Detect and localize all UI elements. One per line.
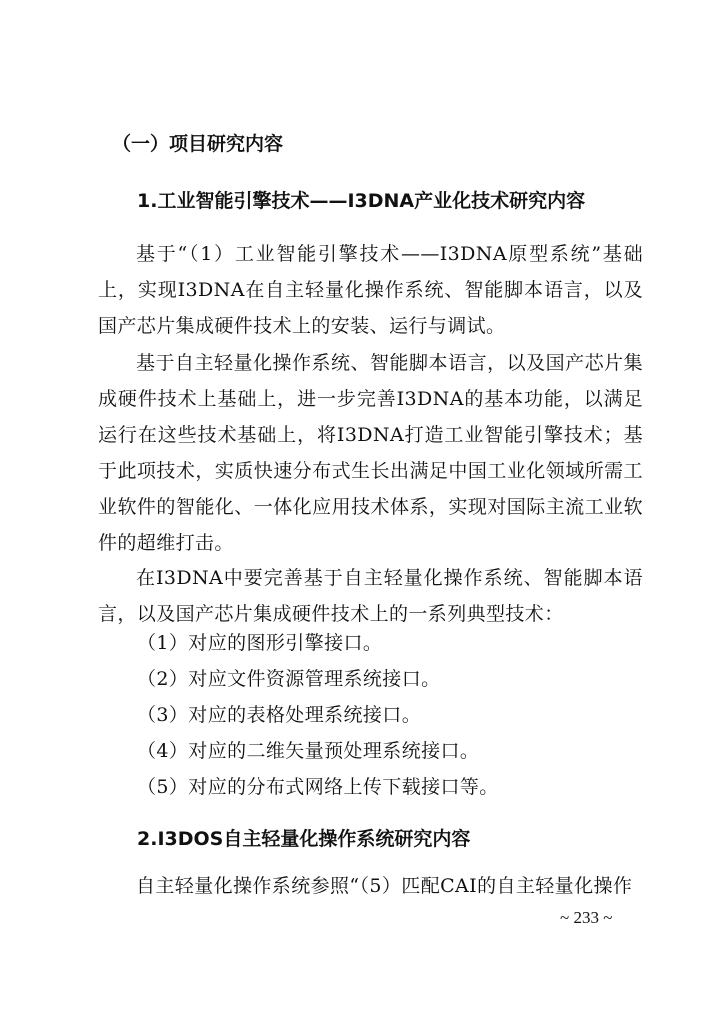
subsection-2-heading: 2.I3DOS自主轻量化操作系统研究内容 xyxy=(137,828,471,850)
paragraph-4: 自主轻量化操作系统参照“（5）匹配CAI的自主轻量化操作 xyxy=(136,875,633,897)
list-item-3: （3）对应的表格处理系统接口。 xyxy=(137,704,422,726)
list-item-4: （4）对应的二维矢量预处理系统接口。 xyxy=(137,740,480,762)
list-item-5: （5）对应的分布式网络上传下载接口等。 xyxy=(137,776,499,798)
section-heading: （一）项目研究内容 xyxy=(112,133,284,155)
subsection-1-heading: 1.工业智能引擎技术——I3DNA产业化技术研究内容 xyxy=(137,190,586,212)
list-item-1: （1）对应的图形引擎接口。 xyxy=(137,632,383,654)
paragraph-3: 在I3DNA中要完善基于自主轻量化操作系统、智能脚本语言，以及国产芯片集成硬件技术上的一系列典型技术： xyxy=(98,567,643,625)
paragraph-1: 基于“（1）工业智能引擎技术——I3DNA原型系统”基础上，实现I3DNA在自主轻量化操作系统、智能脚本语言，以及国产芯片集成硬件技术上的安装、运行与调试。 xyxy=(98,243,643,337)
list-item-2: （2）对应文件资源管理系统接口。 xyxy=(137,668,441,690)
paragraph-2: 基于自主轻量化操作系统、智能脚本语言，以及国产芯片集成硬件技术上基础上，进一步完善I3DNA的基本功能，以满足运行在这些技术基础上，将I3DNA打造工业智能引擎技术；基于此项技术，实质快速分布式生长出满足中国工业化领域所需工业软件的智能化、一体化应用技术体系，实现对国际主流工业软件的超维打击。 xyxy=(98,352,643,554)
page-number: ~ 233 ~ xyxy=(560,908,613,927)
